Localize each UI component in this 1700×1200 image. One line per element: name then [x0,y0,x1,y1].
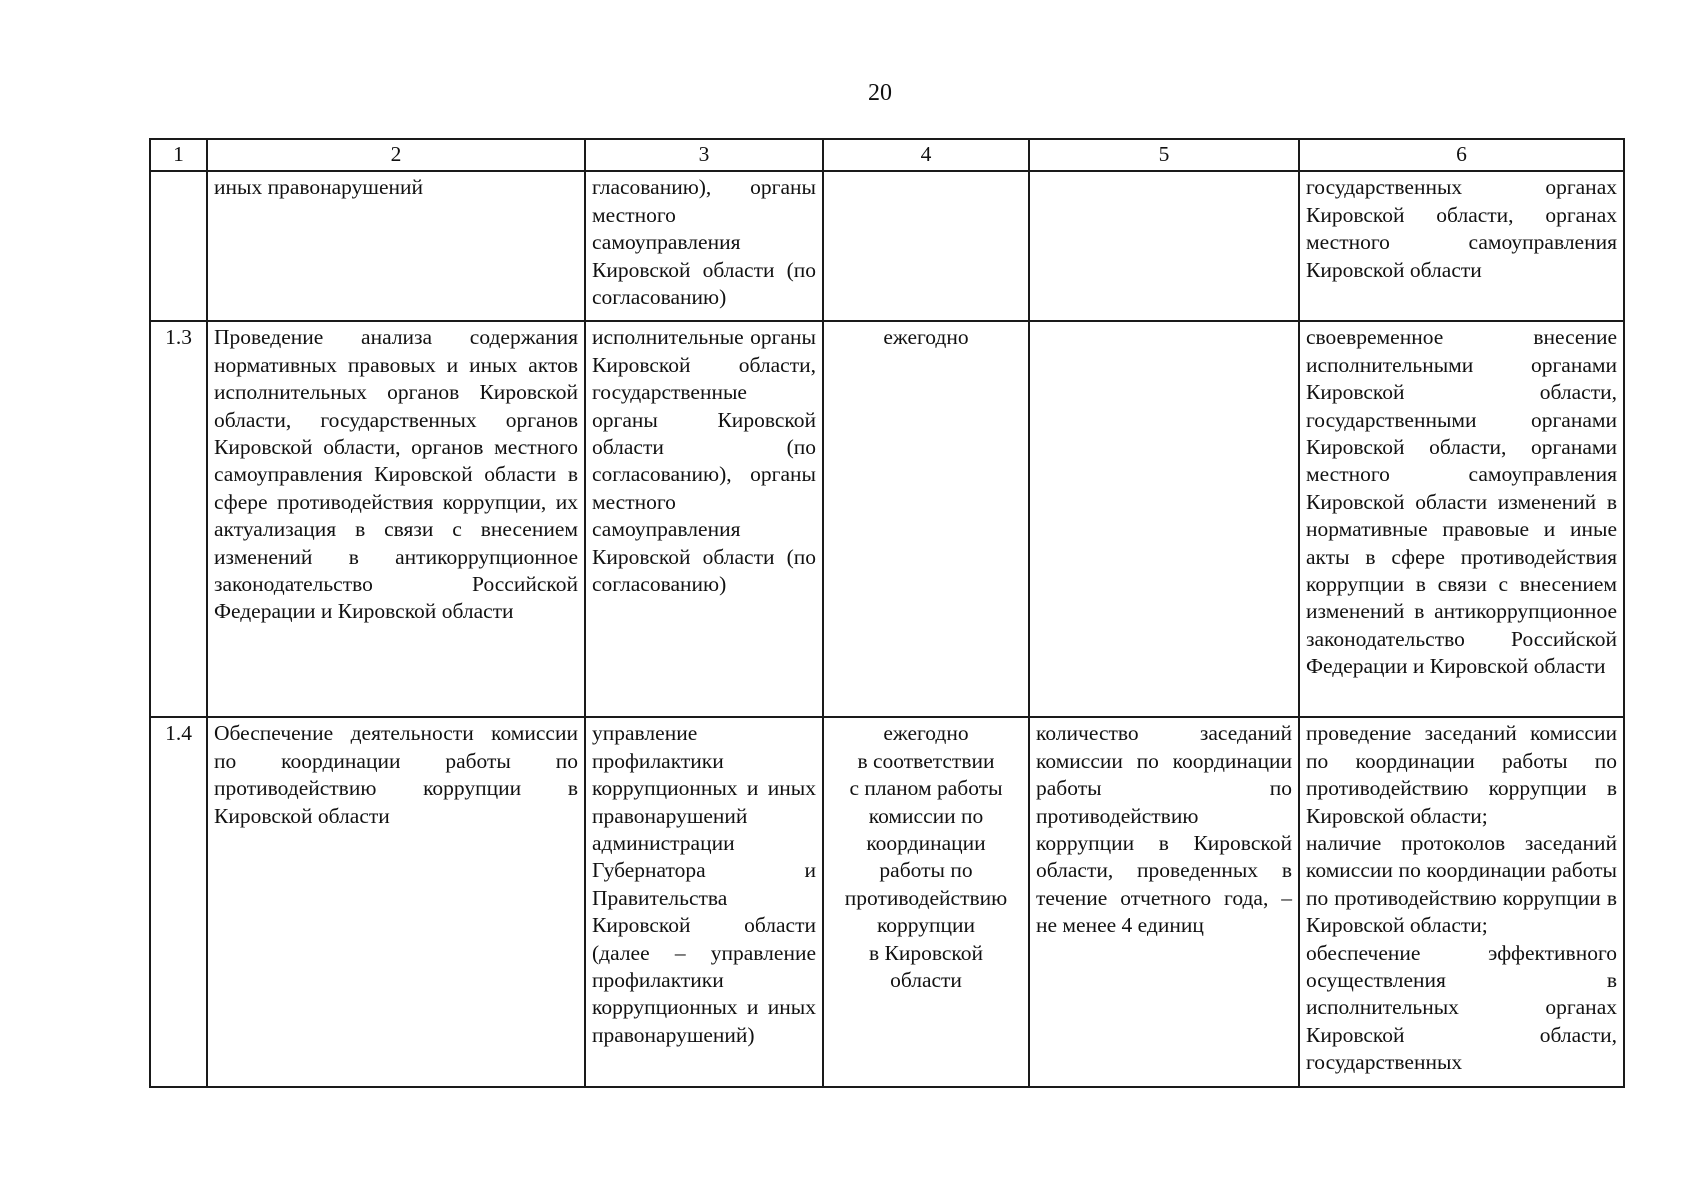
column-header: 5 [1029,139,1299,171]
indicator-cell [1029,171,1299,321]
deadline-cell [823,171,1029,321]
activity-cell: Проведение анализа содержания нормативных правовых и иных актов исполнительных органов Кировской области, государственных органов Кировской области, органов местного самоуправления Кировской области в сфере противодействия коррупции, их актуализация в связи с внесением изменений в антикоррупционное законодательство Российской Федерации и Кировской области [207,321,585,717]
column-header: 1 [150,139,207,171]
activity-cell: Обеспечение деятельности комиссии по координации работы по противодействию коррупции в Кировской области [207,717,585,1087]
executor-cell: гласованию), органы местного самоуправления Кировской области (по согласованию) [585,171,823,321]
activity-cell: иных правонарушений [207,171,585,321]
column-header: 3 [585,139,823,171]
table-row [150,321,1624,717]
column-header: 2 [207,139,585,171]
result-cell: проведение заседаний комиссии по координации работы по противодействию коррупции в Кировской области; наличие протоколов заседаний комиссии по координации работы по противодействию коррупции в Кировской области; обеспечение эффективного осуществления в исполнительных органах Кировской области, государственных [1299,717,1624,1087]
indicator-cell [1029,321,1299,717]
table-row [150,171,1624,321]
document-table [149,138,1625,1088]
table-header-row [150,139,1624,171]
executor-cell: исполнительные органы Кировской области, государственные органы Кировской области (по согласованию), органы местного самоуправления Кировской области (по согласованию) [585,321,823,717]
column-header: 6 [1299,139,1624,171]
page-number: 20 [868,80,892,106]
table-row [150,717,1624,1087]
executor-cell: управление профилактики коррупционных и иных правонарушений администрации Губернатора и Правительства Кировской области (далее – управление профилактики коррупционных и иных правонарушений) [585,717,823,1087]
indicator-cell: количество заседаний комиссии по координации работы по противодействию коррупции в Кировской области, проведенных в течение отчетного года, – не менее 4 единиц [1029,717,1299,1087]
row-number: 1.4 [150,717,207,1087]
deadline-cell: ежегодно в соответствии с планом работы комиссии по координации работы по противодействию коррупции в Кировской области [823,717,1029,1087]
row-number [150,171,207,321]
column-header: 4 [823,139,1029,171]
row-number: 1.3 [150,321,207,717]
result-cell: своевременное внесение исполнительными органами Кировской области, государственными органами Кировской области, органами местного самоуправления Кировской области изменений в нормативные правовые и иные акты в сфере противодействия коррупции в связи с внесением изменений в антикоррупционное законодательство Российской Федерации и Кировской области [1299,321,1624,717]
result-cell: государственных органах Кировской области, органах местного самоуправления Кировской области [1299,171,1624,321]
deadline-cell: ежегодно [823,321,1029,717]
